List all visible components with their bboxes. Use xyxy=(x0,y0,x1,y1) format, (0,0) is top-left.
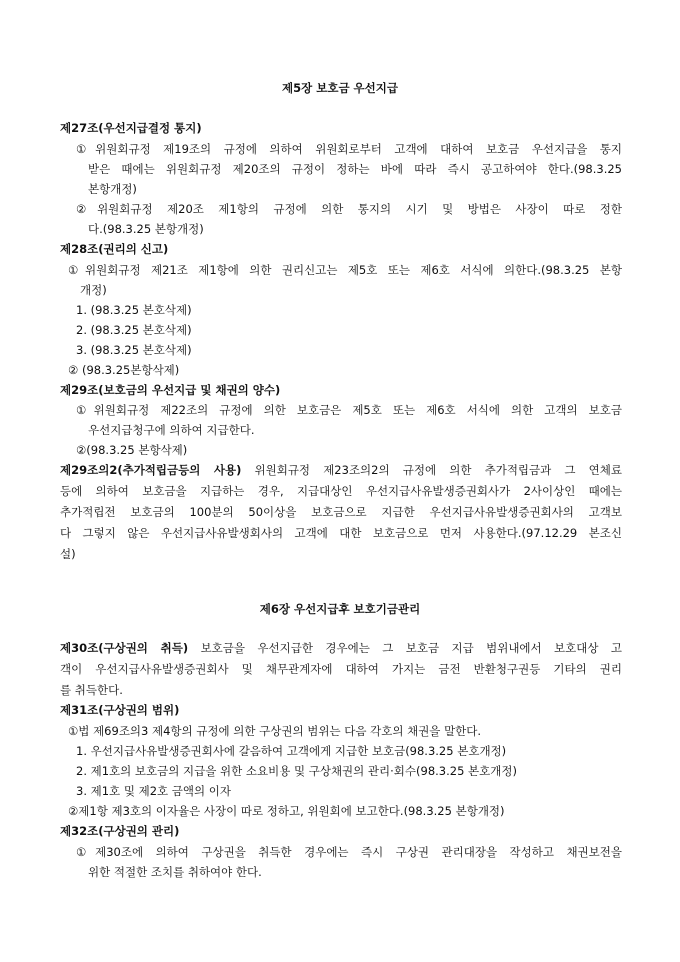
article-29-para-1-line-1: ①위원회규정 제22조의 규정에 의한 보호금은 제5호 또는 제6호 서식에 의한 고객의 보호금 xyxy=(76,403,622,417)
article-27-heading: 제27조(우선지급결정 통지) xyxy=(60,121,202,135)
article-31-item-1: 1. 우선지급사유발생증권회사에 갈음하여 고객에게 지급한 보호금(98.3.25 본호개정) xyxy=(76,744,507,758)
article-27-para-2-line-2: 다.(98.3.25 본항개정) xyxy=(88,222,204,236)
article-28-item-1: 1. (98.3.25 본호삭제) xyxy=(76,303,192,317)
article-29-2-line-2: 등에 의하여 보호금을 지급하는 경우, 지급대상인 우선지급사유발생증권회사가 2사이상인 때에는 xyxy=(60,484,622,498)
article-32-heading: 제32조(구상권의 관리) xyxy=(60,824,180,838)
article-28-para-1-line-1: ①위원회규정 제21조 제1항에 의한 권리신고는 제5호 또는 제6호 서식에 의한다.(98.3.25 본항 xyxy=(68,263,622,277)
article-28-heading: 제28조(권리의 신고) xyxy=(60,242,169,256)
article-29-para-2: ②(98.3.25 본항삭제) xyxy=(76,443,188,457)
article-30-line-3: 를 취득한다. xyxy=(60,683,123,697)
article-27-para-2-line-1: ②위원회규정 제20조 제1항의 규정에 의한 통지의 시기 및 방법은 사장이 따로 정한 xyxy=(76,202,622,216)
chapter-6-title: 제6장 우선지급후 보호기금관리 xyxy=(259,602,421,616)
article-31-para-2: ②제1항 제3호의 이자율은 사장이 따로 정하고, 위원회에 보고한다.(98.3.25 본항개정) xyxy=(68,804,505,818)
article-28-para-2: ② (98.3.25본항삭제) xyxy=(68,363,180,377)
article-27-para-1-line-1: ①위원회규정 제19조의 규정에 의하여 위원회로부터 고객에 대하여 보호금 우선지급을 통지 xyxy=(76,142,622,156)
article-28-para-1-line-2: 개정) xyxy=(80,283,107,297)
article-29-2-line-3: 추가적립전 보호금의 100분의 50이상을 보호금으로 지급한 우선지급사유발생증권회사의 고객보 xyxy=(60,505,622,519)
article-29-2-line-5: 설) xyxy=(60,547,76,561)
article-28-item-3: 3. (98.3.25 본호삭제) xyxy=(76,343,192,357)
chapter-5-title: 제5장 보호금 우선지급 xyxy=(282,81,398,95)
article-29-para-1-line-2: 우선지급청구에 의하여 지급한다. xyxy=(88,423,255,437)
article-29-heading: 제29조(보호금의 우선지급 및 채권의 양수) xyxy=(60,383,281,397)
article-31-item-2: 2. 제1호의 보호금의 지급을 위한 소요비용 및 구상채권의 관리·회수(98.3.25 본호개정) xyxy=(76,764,517,778)
article-31-para-1: ①법 제69조의3 제4항의 규정에 의한 구상권의 범위는 다음 각호의 채권을 말한다. xyxy=(68,724,482,738)
article-30-line-2: 객이 우선지급사유발생증권회사 및 채무관계자에 대하여 가지는 금전 반환청구권등 기타의 권리 xyxy=(60,662,622,676)
article-29-2-line-4: 다 그렇지 않은 우선지급사유발생회사의 고객에 대한 보호금으로 먼저 사용한다.(97.12.29 본조신 xyxy=(60,526,622,540)
article-29-2-text-1: 위원회규정 제23조의2의 규정에 의한 추가적립금과 그 연체료 xyxy=(241,463,623,477)
article-30-text-1: 보호금을 우선지급한 경우에는 그 보호금 지급 범위내에서 보호대상 고 xyxy=(188,641,623,655)
article-30-line-1 xyxy=(60,640,622,656)
article-28-item-2: 2. (98.3.25 본호삭제) xyxy=(76,323,192,337)
article-29-2-heading: 제29조의2(추가적립금등의 사용) xyxy=(60,463,242,477)
article-27-para-1-line-3: 본항개정) xyxy=(88,182,137,196)
article-31-heading: 제31조(구상권의 범위) xyxy=(60,703,180,717)
article-32-para-1-line-2: 위한 적절한 조치를 취하여야 한다. xyxy=(88,865,262,879)
article-31-item-3: 3. 제1호 및 제2호 금액의 이자 xyxy=(76,784,231,798)
article-32-para-1-line-1: ①제30조에 의하여 구상권을 취득한 경우에는 즉시 구상권 관리대장을 작성하고 채권보전을 xyxy=(76,845,622,859)
article-27-para-1-line-2: 받은 때에는 위원회규정 제20조의 규정이 정하는 바에 따라 즉시 공고하여야 한다.(98.3.25 xyxy=(88,162,622,176)
article-29-2-line-1 xyxy=(60,462,622,478)
article-30-heading: 제30조(구상권의 취득) xyxy=(60,641,189,655)
